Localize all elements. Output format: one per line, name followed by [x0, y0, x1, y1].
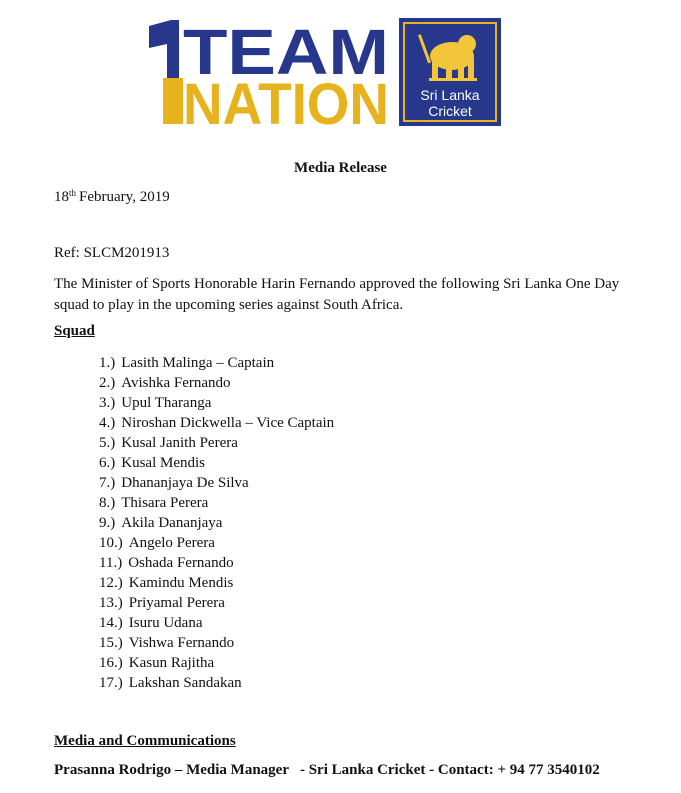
document-title: Media Release [294, 160, 387, 176]
squad-heading: Squad [54, 323, 95, 339]
item-number: 16.) [99, 655, 123, 671]
reference-number: Ref: SLCM201913 [54, 245, 170, 261]
player-name: Isuru Udana [128, 615, 203, 631]
player-name: Priyamal Perera [128, 595, 225, 611]
player-name: Oshada Fernando [128, 555, 234, 571]
item-number: 1.) [99, 355, 116, 371]
list-item [99, 673, 334, 693]
date-suffix: th [69, 188, 77, 198]
squad-list [99, 353, 334, 693]
list-item [99, 613, 334, 633]
numeral-one-base [163, 78, 183, 124]
player-name: Kusal Mendis [121, 455, 205, 471]
item-number: 5.) [99, 435, 116, 451]
player-name: Niroshan Dickwella – Vice Captain [121, 415, 335, 431]
item-number: 8.) [99, 495, 116, 511]
item-number: 12.) [99, 575, 123, 591]
list-item [99, 593, 334, 613]
player-name: Kasun Rajitha [128, 655, 215, 671]
list-item [99, 433, 334, 453]
list-item [99, 493, 334, 513]
list-item [99, 573, 334, 593]
release-date [54, 188, 170, 206]
item-number: 3.) [99, 395, 116, 411]
player-name: Lakshan Sandakan [128, 675, 242, 691]
player-name: Vishwa Fernando [128, 635, 235, 651]
item-number: 9.) [99, 515, 116, 531]
list-item [99, 633, 334, 653]
item-number: 13.) [99, 595, 123, 611]
media-heading: Media and Communications [54, 733, 236, 749]
badge-line2: Cricket [428, 103, 472, 119]
player-name: Kusal Janith Perera [121, 435, 238, 451]
player-name: Kamindu Mendis [128, 575, 234, 591]
item-number: 11.) [99, 555, 123, 571]
player-name: Angelo Perera [128, 535, 215, 551]
sri-lanka-cricket-badge [399, 18, 501, 126]
list-item [99, 413, 334, 433]
player-name: Upul Tharanga [121, 395, 212, 411]
intro-paragraph: The Minister of Sports Honorable Harin Fernando approved the following Sri Lanka One Day squad to play in the upcoming series against South Africa. [54, 276, 620, 313]
list-item [99, 353, 334, 373]
item-number: 4.) [99, 415, 116, 431]
list-item [99, 473, 334, 493]
player-name: Dhananjaya De Silva [121, 475, 249, 491]
item-number: 17.) [99, 675, 123, 691]
team-nation-logo [149, 18, 501, 128]
item-number: 10.) [99, 535, 123, 551]
list-item [99, 653, 334, 673]
player-name: Avishka Fernando [121, 375, 231, 391]
item-number: 7.) [99, 475, 116, 491]
item-number: 6.) [99, 455, 116, 471]
logo-word-nation: NATION [183, 72, 389, 128]
badge-line1: Sri Lanka [420, 87, 480, 103]
date-day: 18 [54, 189, 69, 205]
numeral-one-shape [149, 20, 179, 78]
item-number: 14.) [99, 615, 123, 631]
item-number: 2.) [99, 375, 116, 391]
list-item [99, 453, 334, 473]
player-name: Thisara Perera [121, 495, 209, 511]
player-name: Lasith Malinga – Captain [121, 355, 275, 371]
player-name: Akila Dananjaya [121, 515, 223, 531]
list-item [99, 533, 334, 553]
list-item [99, 393, 334, 413]
list-item [99, 553, 334, 573]
list-item [99, 513, 334, 533]
list-item [99, 373, 334, 393]
contact-line: Prasanna Rodrigo – Media Manager - Sri Lanka Cricket - Contact: + 94 77 3540102 [54, 762, 600, 778]
logo-word-team: TEAM [183, 18, 389, 88]
date-rest: February, 2019 [79, 189, 170, 205]
item-number: 15.) [99, 635, 123, 651]
